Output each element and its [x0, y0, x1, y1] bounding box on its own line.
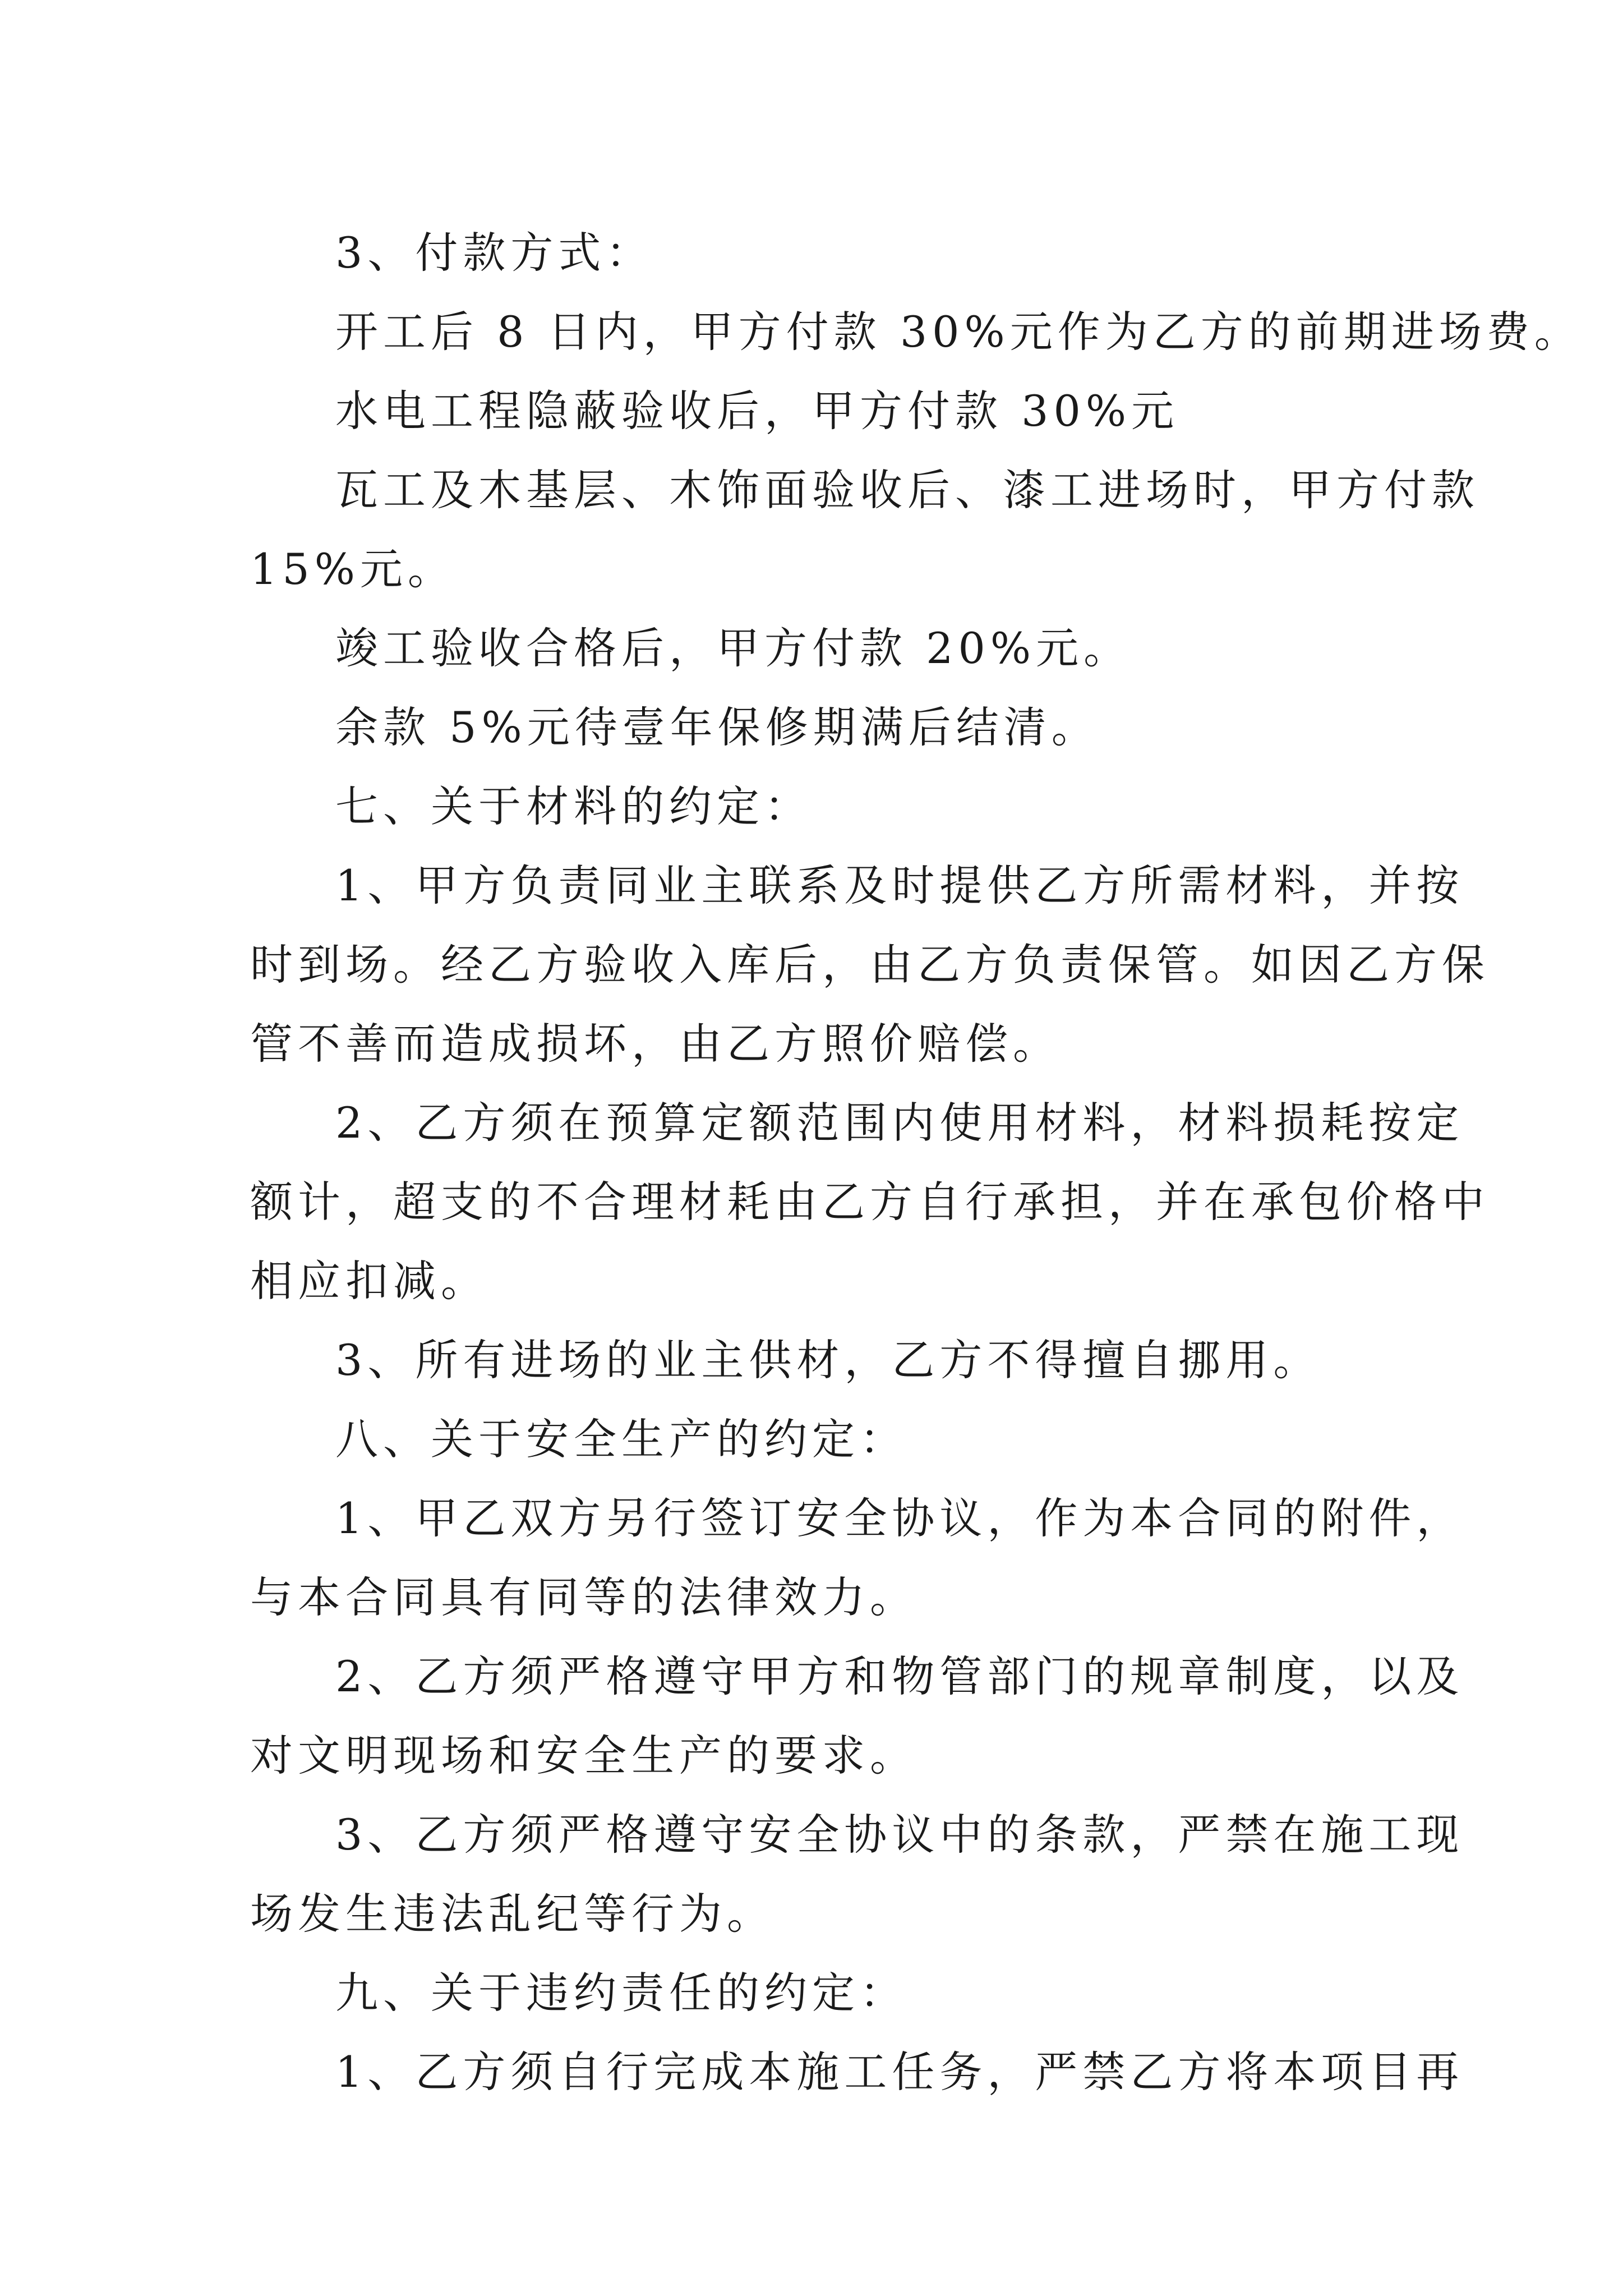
text-line: 1、乙方须自行完成本施工任务，严禁乙方将本项目再: [335, 2047, 1464, 2097]
text-line: 15%元。: [250, 544, 455, 594]
text-line: 对文明现场和安全生产的要求。: [250, 1731, 917, 1780]
text-line: 与本合同具有同等的法律效力。: [250, 1572, 917, 1622]
text-line: 额计，超支的不合理材耗由乙方自行承担，并在承包价格中: [250, 1177, 1490, 1227]
text-line: 3、所有进场的业主供材，乙方不得擅自挪用。: [335, 1335, 1321, 1385]
text-line: 七、关于材料的约定：: [335, 781, 812, 831]
text-line: 3、乙方须严格遵守安全协议中的条款，严禁在施工现: [335, 1810, 1464, 1860]
text-line: 时到场。经乙方验收入库后，由乙方负责保管。如因乙方保: [250, 940, 1490, 990]
text-line: 竣工验收合格后，甲方付款 20%元。: [335, 623, 1132, 673]
text-line: 余款 5%元待壹年保修期满后结清。: [335, 702, 1099, 752]
text-line: 八、关于安全生产的约定：: [335, 1414, 907, 1464]
text-line: 2、乙方须在预算定额范围内使用材料，材料损耗按定: [335, 1098, 1464, 1148]
text-line: 1、甲乙双方另行签订安全协议，作为本合同的附件，: [335, 1493, 1464, 1543]
text-line: 1、甲方负责同业主联系及时提供乙方所需材料，并按: [335, 861, 1464, 910]
text-line: 场发生违法乱纪等行为。: [250, 1889, 774, 1939]
text-line: 管不善而造成损坏，由乙方照价赔偿。: [250, 1019, 1061, 1069]
document-body: [250, 213, 1582, 2111]
text-line: 瓦工及木基层、木饰面验收后、漆工进场时，甲方付款: [335, 465, 1479, 515]
text-line: 开工后 8 日内，甲方付款 30%元作为乙方的前期进场费。: [335, 307, 1582, 357]
text-line: 九、关于违约责任的约定：: [335, 1968, 907, 2018]
text-line: 相应扣减。: [250, 1256, 488, 1306]
text-line: 水电工程隐蔽验收后，甲方付款 30%元: [335, 386, 1179, 436]
text-line: 3、付款方式：: [335, 228, 654, 278]
text-line: 2、乙方须严格遵守甲方和物管部门的规章制度，以及: [335, 1651, 1464, 1701]
